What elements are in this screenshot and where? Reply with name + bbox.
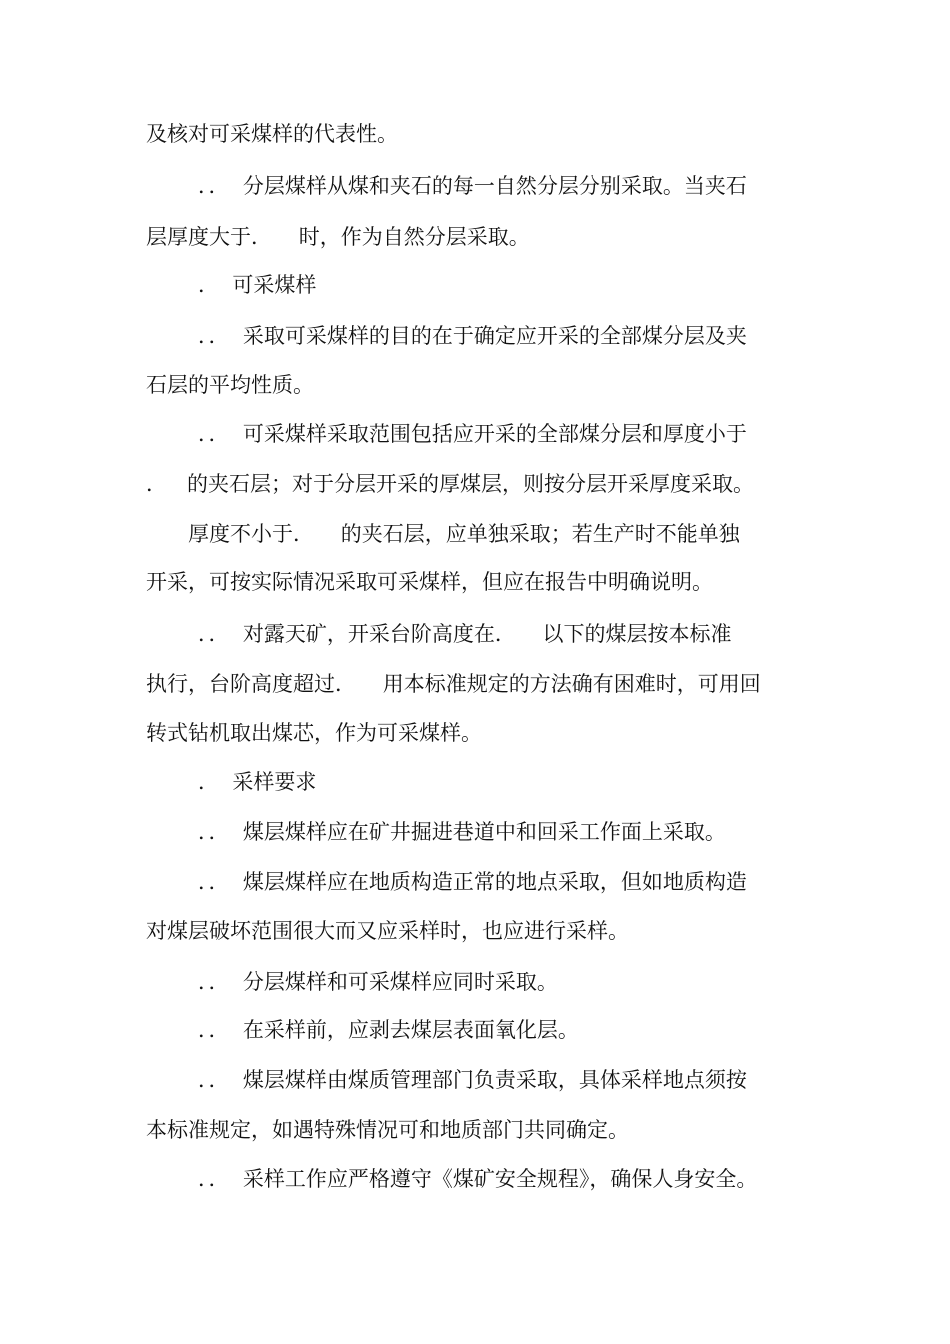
text-line: 本标准规定，如遇特殊情况可和地质部门共同确定。 <box>146 1118 629 1142</box>
text-line: ．． 采取可采煤样的目的在于确定应开采的全部煤分层及夹 <box>198 324 747 348</box>
text-line: ．． 分层煤样和可采煤样应同时采取。 <box>198 970 558 994</box>
text-line: ．． 分层煤样从煤和夹石的每一自然分层分别采取。当夹石 <box>198 174 747 198</box>
text-line: ．． 煤层煤样应在矿井掘进巷道中和回采工作面上采取。 <box>198 820 726 844</box>
text-line: ．． 采样工作应严格遵守《煤矿安全规程》，确保人身安全。 <box>198 1167 758 1191</box>
text-line: 对煤层破坏范围很大而又应采样时，也应进行采样。 <box>146 919 629 943</box>
text-line: ．． 在采样前，应剥去煤层表面氧化层。 <box>198 1018 579 1042</box>
section-heading: ． 采样要求 <box>198 770 317 794</box>
text-line: ．． 可采煤样采取范围包括应开采的全部煤分层和厚度小于 <box>198 422 747 446</box>
text-line: 转式钻机取出煤芯，作为可采煤样。 <box>146 721 482 745</box>
text-line: ．． 煤层煤样由煤质管理部门负责采取，具体采样地点须按 <box>198 1068 747 1092</box>
text-line: 层厚度大于． 时，作为自然分层采取。 <box>146 225 530 249</box>
section-heading: ． 可采煤样 <box>198 273 317 297</box>
text-line: 厚度不小于． 的夹石层，应单独采取；若生产时不能单独 <box>188 522 740 546</box>
text-line: 石层的平均性质。 <box>146 373 314 397</box>
text-line: 执行，台阶高度超过． 用本标准规定的方法确有困难时，可用回 <box>146 672 761 696</box>
text-line: 及核对可采煤样的代表性。 <box>146 122 398 146</box>
text-line: ．． 对露天矿，开采台阶高度在． 以下的煤层按本标准 <box>198 622 732 646</box>
text-line: ． 的夹石层；对于分层开采的厚煤层，则按分层开采厚度采取。 <box>146 472 755 496</box>
text-line: ．． 煤层煤样应在地质构造正常的地点采取，但如地质构造 <box>198 870 747 894</box>
text-line: 开采，可按实际情况采取可采煤样，但应在报告中明确说明。 <box>146 570 713 594</box>
